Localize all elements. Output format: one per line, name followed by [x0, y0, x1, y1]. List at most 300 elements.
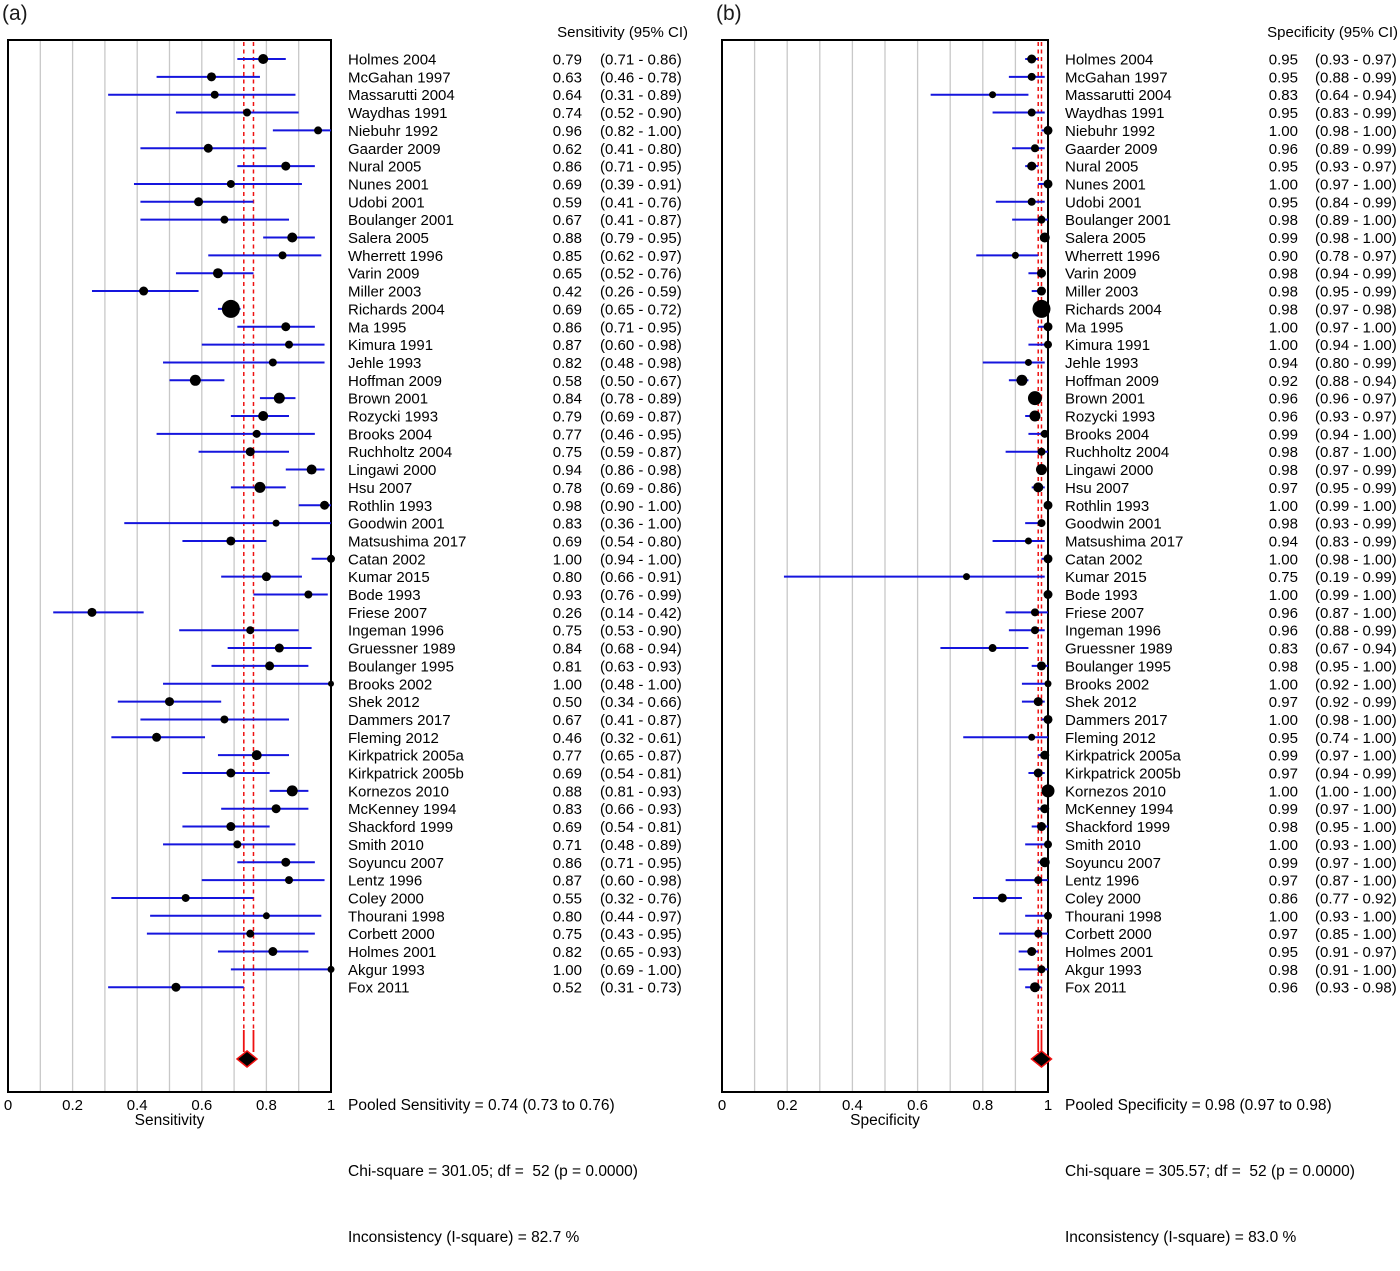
estimate-value: 0.83	[552, 801, 582, 819]
study-row	[1025, 516, 1397, 533]
ci-value: (0.39 - 0.91)	[600, 176, 682, 194]
ci-value: (0.97 - 0.98)	[1315, 301, 1397, 319]
study-name: Holmes 2004	[348, 51, 437, 69]
ci-value: (0.88 - 0.99)	[1315, 622, 1397, 640]
point-estimate-dot	[171, 983, 180, 992]
study-row	[1022, 694, 1397, 711]
study-name: Lingawi 2000	[1065, 462, 1154, 480]
study-row	[140, 712, 681, 729]
study-name: Niebuhr 1992	[348, 122, 439, 140]
point-estimate-dot	[1041, 430, 1049, 438]
study-row	[108, 980, 682, 997]
study-row	[134, 176, 682, 193]
study-name: Varin 2009	[1065, 265, 1137, 283]
study-name: Kirkpatrick 2005a	[1065, 747, 1181, 765]
estimate-value: 0.99	[1268, 426, 1298, 444]
estimate-value: 0.81	[552, 658, 582, 676]
point-estimate-dot	[272, 804, 281, 813]
study-name: Corbett 2000	[1065, 926, 1152, 944]
point-estimate-dot	[1040, 804, 1049, 813]
estimate-value: 0.83	[1268, 87, 1298, 105]
estimate-value: 0.97	[1268, 765, 1298, 783]
panel-a-tag: (a)	[2, 2, 28, 25]
study-name: Salera 2005	[348, 230, 429, 247]
ci-value: (0.64 - 0.94)	[1315, 87, 1397, 105]
estimate-value: 0.95	[1268, 944, 1298, 961]
study-row	[260, 391, 682, 408]
study-name: McGahan 1997	[1065, 69, 1168, 87]
point-estimate-dot	[285, 341, 293, 349]
estimate-value: 0.95	[1268, 194, 1298, 212]
study-row	[199, 444, 682, 461]
study-name: Hoffman 2009	[1065, 372, 1159, 390]
study-name: Rozycki 1993	[348, 408, 439, 426]
estimate-value: 0.80	[552, 569, 582, 587]
study-name: Lingawi 2000	[348, 462, 437, 480]
study-row	[163, 676, 682, 693]
study-row	[963, 730, 1396, 747]
study-row	[111, 730, 681, 747]
study-row	[150, 908, 682, 925]
study-row	[1032, 284, 1397, 301]
estimate-value: 0.58	[552, 372, 582, 390]
point-estimate-dot	[1012, 252, 1019, 259]
study-row	[1009, 69, 1397, 86]
ci-value: (0.60 - 0.98)	[600, 337, 682, 355]
study-name: Kumar 2015	[348, 569, 430, 587]
ci-value: (0.97 - 1.00)	[1315, 854, 1397, 872]
ci-value: (0.63 - 0.93)	[600, 658, 682, 676]
study-name: Shackford 1999	[348, 819, 454, 837]
study-name: Kimura 1991	[348, 337, 434, 355]
study-row	[973, 890, 1397, 907]
study-row	[157, 69, 682, 86]
estimate-value: 0.95	[1268, 158, 1298, 176]
ci-value: (0.54 - 0.81)	[600, 819, 682, 837]
ci-value: (0.48 - 0.98)	[600, 354, 682, 372]
ci-value: (0.93 - 0.97)	[1315, 51, 1397, 69]
study-row	[218, 944, 682, 961]
study-name: Richards 2004	[1065, 301, 1162, 319]
point-estimate-dot	[1037, 661, 1046, 670]
study-name: Holmes 2004	[1065, 51, 1154, 69]
point-estimate-dot	[1031, 144, 1039, 152]
ci-value: (0.32 - 0.61)	[600, 729, 682, 747]
x-tick-label: 1	[326, 1097, 336, 1114]
estimate-value: 0.46	[552, 729, 582, 747]
study-name: Udobi 2001	[348, 194, 425, 212]
study-row	[182, 533, 681, 550]
point-estimate-dot	[1036, 464, 1047, 475]
ci-value: (0.81 - 0.93)	[600, 783, 682, 801]
point-estimate-dot	[1037, 287, 1046, 296]
estimate-value: 0.67	[552, 212, 582, 230]
study-name: Fleming 2012	[1065, 729, 1156, 747]
estimate-value: 0.84	[552, 640, 582, 658]
study-row	[1022, 676, 1397, 693]
point-estimate-dot	[246, 447, 255, 456]
estimate-value: 0.80	[552, 908, 582, 926]
study-name: Gaarder 2009	[348, 140, 441, 158]
study-row	[163, 355, 682, 372]
ci-value: (0.50 - 0.67)	[600, 372, 682, 390]
study-name: Smith 2010	[1065, 836, 1141, 854]
point-estimate-dot	[1028, 198, 1036, 206]
ci-value: (0.97 - 1.00)	[1315, 801, 1397, 819]
study-row	[1025, 159, 1397, 176]
study-row	[1038, 855, 1396, 872]
estimate-value: 0.62	[552, 140, 582, 158]
point-estimate-dot	[307, 465, 317, 475]
estimate-value: 1.00	[552, 551, 582, 569]
ci-value: (0.93 - 1.00)	[1315, 908, 1397, 926]
ci-value: (0.95 - 0.99)	[1315, 479, 1397, 497]
estimate-value: 0.99	[1268, 854, 1298, 872]
estimate-value: 0.97	[1268, 694, 1298, 712]
study-row	[312, 551, 682, 568]
point-estimate-dot	[1044, 840, 1052, 848]
point-estimate-dot	[207, 72, 216, 81]
point-estimate-dot	[1037, 965, 1045, 973]
estimate-value: 0.50	[552, 694, 582, 712]
ci-value: (0.36 - 1.00)	[600, 515, 682, 533]
study-row	[940, 641, 1396, 658]
point-estimate-dot	[1037, 519, 1045, 527]
estimate-value: 0.95	[1268, 51, 1298, 69]
ci-value: (0.52 - 0.76)	[600, 265, 682, 283]
ci-value: (0.89 - 1.00)	[1315, 212, 1397, 230]
point-estimate-dot	[204, 144, 213, 153]
x-tick-label: 0.8	[255, 1097, 277, 1114]
study-row	[253, 587, 681, 604]
ci-value: (0.96 - 0.97)	[1315, 390, 1397, 408]
estimate-value: 0.55	[552, 890, 582, 908]
point-estimate-dot	[1042, 784, 1055, 797]
ci-value: (0.41 - 0.87)	[600, 212, 682, 230]
study-row	[1019, 944, 1397, 961]
ci-value: (0.60 - 0.98)	[600, 872, 682, 890]
point-estimate-dot	[1016, 375, 1027, 386]
estimate-value: 0.82	[552, 354, 582, 372]
estimate-value: 1.00	[552, 676, 582, 694]
panel-b-tag: (b)	[716, 2, 742, 25]
estimate-value: 1.00	[1268, 587, 1298, 604]
estimate-value: 0.87	[552, 337, 582, 355]
study-row	[286, 462, 682, 479]
ci-value: (0.74 - 1.00)	[1315, 729, 1397, 747]
estimate-value: 0.79	[552, 408, 582, 426]
estimate-value: 0.98	[1268, 265, 1298, 283]
study-name: McKenney 1994	[348, 801, 457, 819]
study-row	[999, 926, 1397, 943]
study-name: Friese 2007	[1065, 604, 1145, 622]
point-estimate-dot	[1037, 216, 1045, 224]
point-estimate-dot	[254, 482, 265, 493]
estimate-value: 0.99	[1268, 801, 1298, 819]
ci-value: (0.99 - 1.00)	[1315, 497, 1397, 515]
study-row	[299, 498, 682, 515]
estimate-value: 0.75	[1268, 569, 1298, 587]
study-row	[218, 748, 682, 765]
estimate-value: 0.86	[552, 319, 582, 337]
ci-value: (0.54 - 0.80)	[600, 533, 682, 551]
ci-value: (0.95 - 0.99)	[1315, 283, 1397, 301]
study-name: Hsu 2007	[348, 479, 413, 497]
estimate-value: 0.92	[1268, 372, 1298, 390]
study-name: Rothlin 1993	[1065, 497, 1150, 515]
estimate-value: 0.75	[552, 926, 582, 944]
study-row	[1019, 962, 1397, 979]
ci-value: (0.46 - 0.95)	[600, 426, 682, 444]
study-name: McGahan 1997	[348, 69, 451, 87]
study-name: Smith 2010	[348, 836, 424, 854]
study-name: Matsushima 2017	[348, 533, 467, 551]
estimate-value: 0.86	[552, 854, 582, 872]
ci-value: (0.94 - 1.00)	[1315, 426, 1397, 444]
study-name: Hsu 2007	[1065, 479, 1130, 497]
estimate-value: 0.83	[552, 515, 582, 533]
estimate-value: 0.85	[552, 247, 582, 265]
study-name: Wherrett 1996	[348, 247, 444, 265]
study-row	[1038, 801, 1396, 818]
ci-value: (0.71 - 0.95)	[600, 158, 682, 176]
study-row	[1044, 498, 1397, 515]
point-estimate-dot	[989, 91, 996, 98]
estimate-value: 0.86	[1268, 890, 1298, 908]
point-estimate-dot	[1030, 982, 1040, 992]
study-name: Shek 2012	[348, 694, 420, 712]
ci-value: (0.41 - 0.80)	[600, 140, 682, 158]
ci-value: (0.41 - 0.76)	[600, 194, 682, 212]
point-estimate-dot	[275, 644, 284, 653]
pooled-diamond	[237, 1051, 257, 1067]
ci-value: (0.53 - 0.90)	[600, 622, 682, 640]
point-estimate-dot	[1033, 482, 1043, 492]
estimate-value: 0.88	[552, 230, 582, 247]
study-name: Akgur 1993	[348, 961, 425, 979]
study-row	[1041, 712, 1396, 729]
point-estimate-dot	[1031, 608, 1039, 616]
study-name: Waydhas 1991	[1065, 105, 1165, 123]
x-tick-label: 0	[3, 1097, 13, 1114]
estimate-value: 0.98	[1268, 283, 1298, 301]
x-axis-label-specificity: Specificity	[850, 1112, 920, 1129]
study-name: Kirkpatrick 2005a	[348, 747, 464, 765]
ci-value: (0.71 - 0.95)	[600, 319, 682, 337]
estimate-value: 0.95	[1268, 69, 1298, 87]
estimate-value: 0.98	[552, 497, 582, 515]
ci-value: (0.48 - 1.00)	[600, 676, 682, 694]
ci-value: (0.94 - 0.99)	[1315, 265, 1397, 283]
study-name: Fox 2011	[348, 979, 410, 997]
estimate-value: 1.00	[1268, 319, 1298, 337]
ci-value: (0.99 - 1.00)	[1315, 587, 1397, 604]
study-name: Goodwin 2001	[1065, 515, 1162, 533]
point-estimate-dot	[246, 626, 254, 634]
study-row	[237, 52, 681, 69]
study-row	[182, 766, 681, 783]
study-row	[1041, 551, 1396, 568]
study-name: Thourani 1998	[1065, 908, 1162, 926]
inconsistency-line: Inconsistency (I-square) = 82.7 %	[348, 1229, 580, 1246]
ci-value: (0.62 - 0.97)	[600, 247, 682, 265]
point-estimate-dot	[243, 109, 251, 117]
study-name: Miller 2003	[348, 283, 422, 301]
study-name: Lentz 1996	[348, 872, 423, 890]
study-row	[1028, 337, 1396, 354]
estimate-value: 0.78	[552, 479, 582, 497]
study-row	[237, 159, 681, 176]
study-row	[1006, 605, 1397, 622]
study-row	[1012, 212, 1397, 229]
study-name: Soyuncu 2007	[1065, 854, 1161, 872]
estimate-value: 0.69	[552, 533, 582, 551]
study-row	[1009, 623, 1397, 640]
study-row	[140, 212, 681, 229]
estimate-value: 0.77	[552, 426, 582, 444]
study-name: Coley 2000	[1065, 890, 1141, 908]
point-estimate-dot	[165, 697, 174, 706]
study-row	[1032, 658, 1397, 675]
point-estimate-dot	[1040, 233, 1050, 243]
estimate-value: 0.87	[552, 872, 582, 890]
ci-value: (0.54 - 0.81)	[600, 765, 682, 783]
ci-value: (0.93 - 0.98)	[1315, 979, 1397, 997]
ci-value: (0.66 - 0.93)	[600, 801, 682, 819]
study-row	[163, 837, 682, 854]
study-row	[1028, 266, 1396, 283]
point-estimate-dot	[1044, 322, 1053, 331]
estimate-value: 0.71	[552, 836, 582, 854]
ci-value: (0.93 - 0.97)	[1315, 158, 1397, 176]
forest-plot-specificity	[700, 0, 1400, 1131]
ci-value: (1.00 - 1.00)	[1315, 783, 1397, 801]
study-row	[170, 373, 682, 390]
study-row	[983, 355, 1397, 372]
point-estimate-dot	[226, 769, 235, 778]
x-tick-label: 0.2	[62, 1097, 84, 1114]
study-row	[237, 319, 681, 336]
study-name: Brooks 2002	[1065, 676, 1150, 694]
ci-value: (0.65 - 0.72)	[600, 301, 682, 319]
x-axis-label-sensitivity: Sensitivity	[134, 1112, 205, 1129]
estimate-value: 0.96	[1268, 604, 1298, 622]
ci-value: (0.97 - 0.99)	[1315, 462, 1397, 480]
ci-value: (0.88 - 0.94)	[1315, 372, 1397, 390]
ci-value: (0.31 - 0.89)	[600, 87, 682, 105]
study-name: Boulanger 1995	[348, 658, 454, 676]
study-name: Shackford 1999	[1065, 819, 1171, 837]
panel-b-column-header: Specificity (95% CI)	[1267, 24, 1398, 41]
point-estimate-dot	[1029, 411, 1040, 422]
ci-value: (0.97 - 1.00)	[1315, 319, 1397, 337]
ci-value: (0.69 - 1.00)	[600, 961, 682, 979]
estimate-value: 0.69	[552, 176, 582, 194]
point-estimate-dot	[1045, 680, 1052, 687]
point-estimate-dot	[274, 393, 285, 404]
estimate-value: 0.63	[552, 69, 582, 87]
study-row	[993, 533, 1397, 550]
ci-value: (0.98 - 1.00)	[1315, 230, 1397, 247]
ci-value: (0.78 - 0.89)	[600, 390, 682, 408]
point-estimate-dot	[287, 785, 298, 796]
ci-value: (0.89 - 0.99)	[1315, 140, 1397, 158]
estimate-value: 0.75	[552, 444, 582, 462]
estimate-value: 0.90	[1268, 247, 1298, 265]
point-estimate-dot	[1037, 269, 1046, 278]
x-tick-label: 0.6	[191, 1097, 213, 1114]
point-estimate-dot	[328, 681, 334, 687]
pooled-estimate-line: Pooled Sensitivity = 0.74 (0.73 to 0.76)	[348, 1097, 615, 1114]
estimate-value: 0.95	[1268, 729, 1298, 747]
point-estimate-dot	[304, 591, 312, 599]
point-estimate-dot	[279, 251, 287, 259]
ci-value: (0.84 - 0.99)	[1315, 194, 1397, 212]
study-row	[1038, 319, 1396, 336]
study-row	[202, 337, 682, 354]
ci-value: (0.65 - 0.87)	[600, 747, 682, 765]
point-estimate-dot	[1028, 391, 1042, 405]
ci-value: (0.93 - 0.99)	[1315, 515, 1397, 533]
x-tick-label: 0.4	[841, 1097, 863, 1114]
study-name: Boulanger 2001	[1065, 212, 1171, 230]
estimate-value: 0.69	[552, 819, 582, 837]
study-row	[211, 658, 681, 675]
study-row	[1041, 123, 1396, 140]
estimate-value: 0.95	[1268, 105, 1298, 123]
point-estimate-dot	[246, 930, 254, 938]
study-name: Fleming 2012	[348, 729, 439, 747]
estimate-value: 0.75	[552, 622, 582, 640]
estimate-value: 0.98	[1268, 444, 1298, 462]
study-row	[1025, 980, 1397, 997]
ci-value: (0.98 - 1.00)	[1315, 551, 1397, 569]
chi-square-line: Chi-square = 305.57; df = 52 (p = 0.0000)	[1065, 1163, 1355, 1180]
study-row	[1032, 480, 1397, 497]
x-tick-label: 0.2	[776, 1097, 798, 1114]
estimate-value: 0.26	[552, 604, 582, 622]
study-row	[237, 855, 681, 872]
pooled-stats-a	[348, 1051, 638, 1271]
estimate-value: 0.98	[1268, 462, 1298, 480]
estimate-value: 0.98	[1268, 212, 1298, 230]
study-name: Miller 2003	[1065, 283, 1139, 301]
point-estimate-dot	[1027, 55, 1036, 64]
estimate-value: 0.97	[1268, 926, 1298, 944]
ci-value: (0.46 - 0.78)	[600, 69, 682, 87]
x-tick-label: 0.6	[907, 1097, 929, 1114]
ci-value: (0.85 - 1.00)	[1315, 926, 1397, 944]
estimate-value: 0.77	[552, 747, 582, 765]
study-name: Corbett 2000	[348, 926, 435, 944]
study-name: Wherrett 1996	[1065, 247, 1161, 265]
ci-value: (0.95 - 1.00)	[1315, 819, 1397, 837]
inconsistency-line: Inconsistency (I-square) = 83.0 %	[1065, 1229, 1297, 1246]
study-name: Lentz 1996	[1065, 872, 1140, 890]
estimate-value: 0.96	[1268, 622, 1298, 640]
study-name: Brooks 2002	[348, 676, 433, 694]
estimate-value: 0.67	[552, 711, 582, 729]
point-estimate-dot	[989, 644, 997, 652]
ci-value: (0.41 - 0.87)	[600, 711, 682, 729]
ci-value: (0.82 - 1.00)	[600, 122, 682, 140]
study-name: Brooks 2004	[348, 426, 433, 444]
ci-value: (0.80 - 0.99)	[1315, 354, 1397, 372]
estimate-value: 0.59	[552, 194, 582, 212]
point-estimate-dot	[1044, 715, 1053, 724]
point-estimate-dot	[314, 126, 322, 134]
point-estimate-dot	[1028, 73, 1036, 81]
